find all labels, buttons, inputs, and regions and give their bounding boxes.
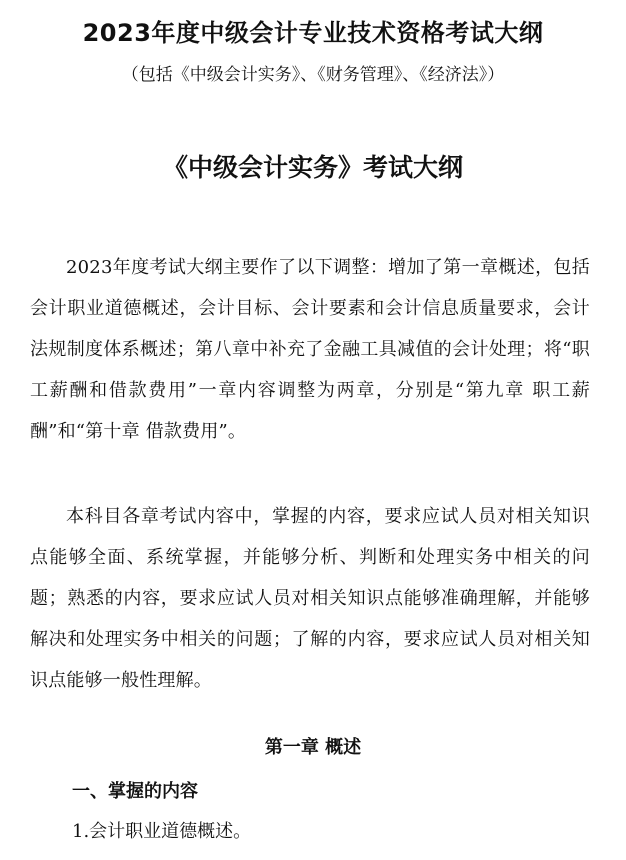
- chapter-one-title: 第一章 概述: [264, 737, 362, 758]
- exam-outline-section-title: 《中级会计实务》考试大纲: [162, 153, 463, 182]
- mastery-content-heading: 一、掌握的内容: [72, 781, 198, 802]
- outline-adjustments-paragraph: 2023年度考试大纲主要作了以下调整：增加了第一章概述，包括会计职业道德概述，会计目标、会计要素和会计信息质量要求，会计法规制度体系概述；第八章中补充了金融工具减值的会计处理；将“职工薪酬和借款费用”一章内容调整为两章，分别是“第九章 职工薪酬”和“第十章 借款费用”。: [30, 257, 590, 442]
- list-item-1: 1.会计职业道德概述。: [72, 821, 252, 842]
- document-main-title: 2023年度中级会计专业技术资格考试大纲: [82, 19, 544, 47]
- document-subtitle: （包括《中级会计实务》、《财务管理》、《经济法》）: [121, 65, 505, 85]
- content-requirements-paragraph: 本科目各章考试内容中，掌握的内容，要求应试人员对相关知识点能够全面、系统掌握，并能够分析、判断和处理实务中相关的问题；熟悉的内容，要求应试人员对相关知识点能够准确理解，并能够解决和处理实务中相关的问题；了解的内容，要求应试人员对相关知识点能够一般性理解。: [30, 506, 590, 691]
